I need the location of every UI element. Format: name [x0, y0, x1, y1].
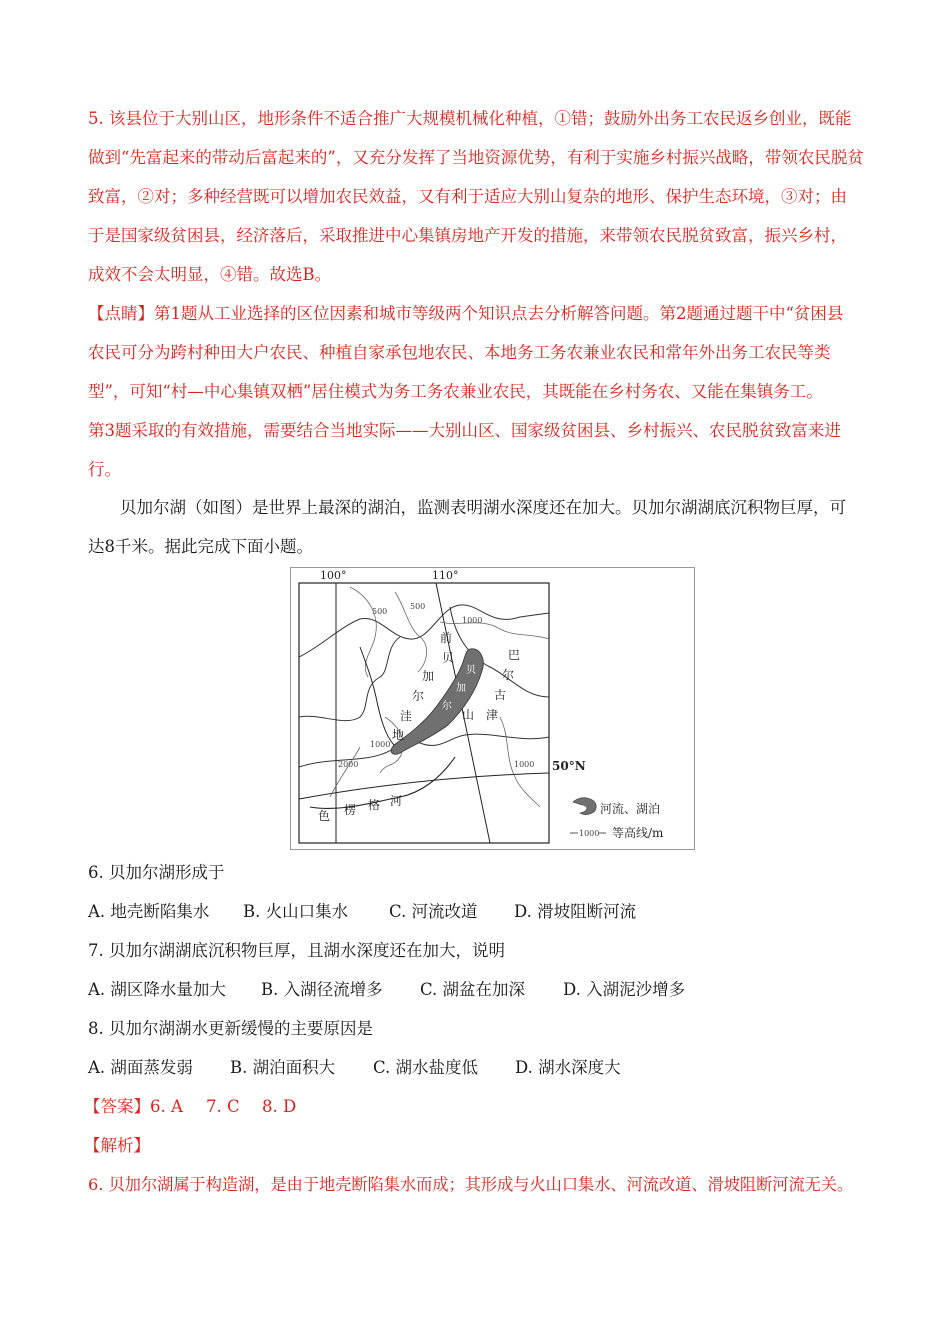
river-char-2: 楞 [344, 803, 357, 817]
answer-7: 7. C [206, 1097, 240, 1116]
q8-option-c[interactable]: C. 湖水盐度低 [373, 1058, 479, 1077]
q6-option-c[interactable]: C. 河流改道 [389, 902, 478, 921]
region-char-9: 古 [494, 688, 507, 702]
analysis-q5-line-3: 致富，②对；多种经营既可以增加农民效益，又有利于适应大别山复杂的地形、保护生态环境，③对；由 [88, 187, 847, 206]
q6-option-b[interactable]: B. 火山口集水 [243, 902, 349, 921]
contour-label-1000-b: 1000 [370, 740, 391, 749]
contour-label-500-b: 500 [410, 602, 426, 611]
lake-char-3: 尔 [442, 701, 452, 712]
region-char-6: 地 [392, 728, 405, 742]
contour-label-1000-a: 1000 [462, 616, 483, 625]
lat-label-50n: 50°N [552, 759, 586, 773]
q6-option-a[interactable]: A. 地壳断陷集水 [88, 902, 210, 921]
region-char-11: 山 [462, 708, 475, 722]
q8-option-a[interactable]: A. 湖面蒸发弱 [88, 1058, 193, 1077]
intro-line-1: 贝加尔湖（如图）是世界上最深的湖泊，监测表明湖水深度还在加大。贝加尔湖湖底沉积物巨厚，可 [120, 498, 846, 517]
dianjing-line-2: 农民可分为跨村种田大户农民、种植自家承包地农民、本地务工务农兼业农民和常年外出务工农民等类 [88, 343, 831, 362]
q7-option-d[interactable]: D. 入湖泥沙增多 [563, 980, 686, 999]
region-char-10: 津 [486, 708, 499, 722]
lake-char-2: 加 [456, 683, 466, 694]
region-char-1: 前 [440, 631, 453, 645]
question-7-options [88, 982, 878, 999]
legend-contour-label: 等高线/m [612, 826, 664, 840]
q8-option-d[interactable]: D. 湖水深度大 [515, 1058, 621, 1077]
region-char-5: 洼 [400, 709, 413, 723]
legend-contour-sample: 1000 [579, 829, 600, 838]
analysis-q5-line-4: 于是国家级贫困县，经济落后，采取推进中心集镇房地产开发的措施，来带领农民脱贫致富，振兴乡村， [88, 226, 847, 245]
question-7-stem: 7. 贝加尔湖湖底沉积物巨厚，且湖水深度还在加大，说明 [88, 941, 505, 960]
dianjing-line-1: 【点睛】第1题从工业选择的区位因素和城市等级两个知识点去分析解答问题。第2题通过题干中“贫困县 [88, 304, 844, 323]
analysis-q5-line-2: 做到“先富起来的带动后富起来的”，又充分发挥了当地资源优势，有利于实施乡村振兴战略，带领农民脱贫 [88, 148, 864, 167]
lake-char-1: 贝 [466, 665, 476, 676]
jiexi-label: 【解析】 [84, 1136, 150, 1155]
q7-option-b[interactable]: B. 入湖径流增多 [261, 980, 383, 999]
q6-option-d[interactable]: D. 滑坡阻断河流 [514, 902, 637, 921]
legend-lake-label: 河流、湖泊 [600, 802, 661, 816]
q7-option-a[interactable]: A. 湖区降水量加大 [88, 980, 226, 999]
analysis-q6: 6. 贝加尔湖属于构造湖，是由于地壳断陷集水而成；其形成与火山口集水、河流改道、滑坡阻断河流无关。 [88, 1175, 854, 1194]
question-8-stem: 8. 贝加尔湖湖水更新缓慢的主要原因是 [88, 1019, 373, 1038]
dianjing-line-5: 行。 [88, 460, 121, 479]
answer-label: 【答案】 [84, 1097, 150, 1116]
question-8-options [88, 1060, 878, 1077]
q7-option-c[interactable]: C. 湖盆在加深 [420, 980, 526, 999]
river-char-3: 格 [368, 798, 381, 812]
answer-8: 8. D [262, 1097, 297, 1116]
analysis-q5-line-1: 5. 该县位于大别山区，地形条件不适合推广大规模机械化种植，①错；鼓励外出务工农民返乡创业，既能 [88, 109, 852, 128]
baikal-map [290, 567, 695, 850]
region-char-3: 加 [422, 669, 435, 683]
dianjing-line-3: 型”，可知“村—中心集镇双栖”居住模式为务工务农兼业农民，其既能在乡村务农、又能在集镇务工。 [88, 382, 823, 401]
analysis-q5-line-5: 成效不会太明显，④错。故选B。 [88, 265, 332, 284]
question-6-stem: 6. 贝加尔湖形成于 [88, 863, 225, 882]
lon-label-110: 110° [432, 569, 459, 582]
contour-label-500-a: 500 [372, 607, 388, 616]
question-6-options [88, 904, 878, 921]
answer-6: 6. A [150, 1097, 183, 1116]
map-svg [290, 567, 695, 850]
lon-label-100: 100° [320, 569, 347, 582]
dianjing-line-4: 第3题采取的有效措施，需要结合当地实际——大别山区、国家级贫困县、乡村振兴、农民脱贫致富来进 [88, 421, 841, 440]
intro-line-2: 达8千米。据此完成下面小题。 [88, 537, 313, 556]
region-char-2: 贝 [442, 651, 455, 665]
region-char-4: 尔 [412, 689, 425, 703]
region-char-8: 尔 [502, 668, 515, 682]
river-char-1: 色 [318, 809, 331, 823]
answer-line [84, 1099, 874, 1116]
river-char-4: 河 [390, 794, 403, 808]
contour-label-2000: 2000 [338, 760, 359, 769]
region-char-7: 巴 [508, 648, 521, 662]
q8-option-b[interactable]: B. 湖泊面积大 [230, 1058, 336, 1077]
contour-label-1000-c: 1000 [514, 760, 535, 769]
